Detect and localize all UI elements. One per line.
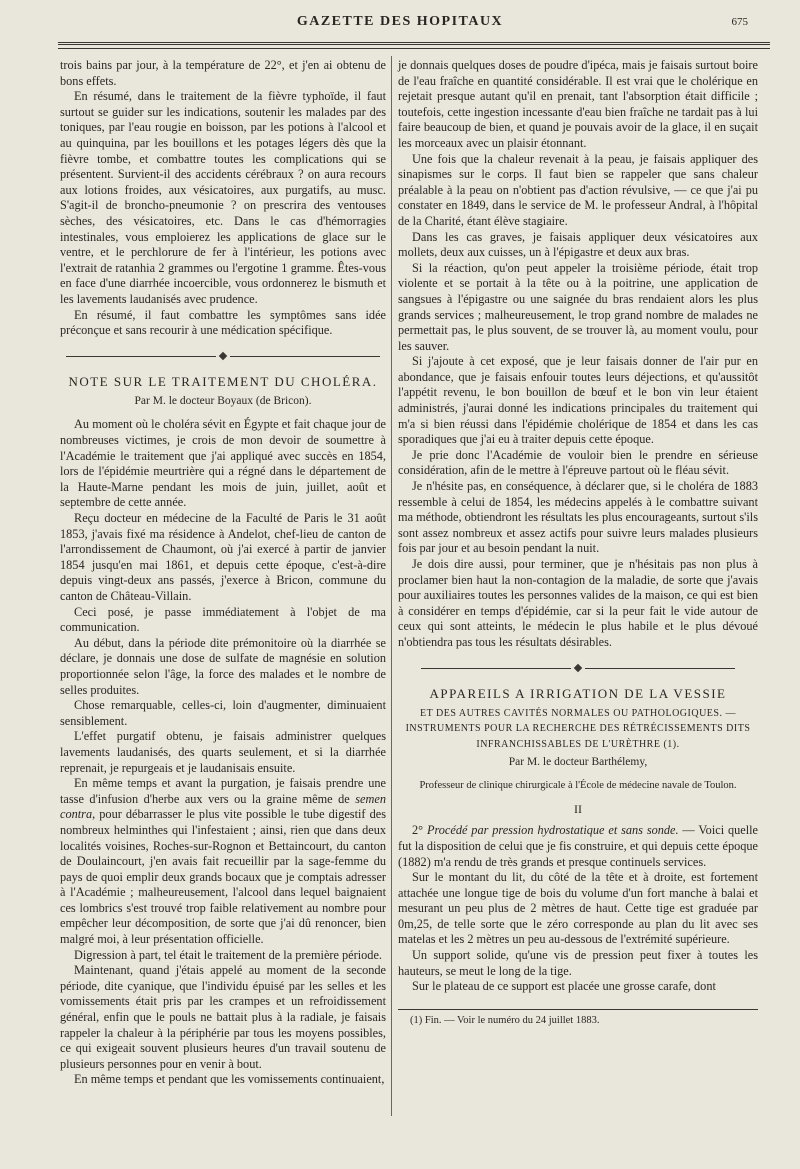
paragraph: Un support solide, qu'une vis de pression peut fixer à toutes les hauteurs, se meut le long de la tige.	[398, 948, 758, 978]
author-affiliation: Professeur de clinique chirurgicale à l'École de médecine navale de Toulon.	[419, 780, 737, 792]
paragraph	[398, 823, 758, 870]
text-run: En même temps et avant la purgation, je faisais prendre une tasse d'infusion d'herbe aux vers ou la graine même de	[60, 776, 386, 806]
paragraph: Ceci posé, je passe immédiatement à l'objet de ma communication.	[60, 604, 386, 635]
left-column	[60, 58, 386, 1088]
article-subtitle: ET DES AUTRES CAVITÉS NORMALES OU PATHOLOGIQUES. — INSTRUMENTS POUR LA RECHERCHE DES RÉTRÉCISSEMENTS DITS INFRANCHISSABLES DE L'URÈTHRE (1).	[405, 707, 751, 750]
paragraph: En résumé, il faut combattre les symptômes sans idée préconçue et sans recourir à une médication spécifique.	[60, 307, 386, 338]
italic-term: semen contra	[60, 791, 386, 822]
article-title: APPAREILS A IRRIGATION DE LA VESSIE	[429, 686, 727, 702]
paragraph: Chose remarquable, celles-ci, loin d'augmenter, diminuaient sensiblement.	[60, 698, 386, 728]
paragraph: L'effet purgatif obtenu, je faisais administrer quelques lavements laudanisés, des quarts seulement, et si la diarrhée reprenait, je repurgeais et je laudanisais ensuite.	[60, 729, 386, 775]
paragraph: Sur le montant du lit, du côté de la tête et à droite, est fortement attachée une longue tige de bois du volume d'un fort manche à balai et mesurant un peu plus de 2 mètres de haut. Cette tige est graduée par 0m,25, de telle sorte que le zéro corresponde au plan du lit avec ses matelas et les 2 mètres un peu au-dessous de l'extrémité supérieure.	[398, 870, 758, 947]
footnote-rule	[398, 1009, 758, 1010]
paragraph: Je n'hésite pas, en conséquence, à déclarer que, si le choléra de 1883 ressemble à celui de 1854, les médecins appelés à le combattre suivant ma méthode, obtiendront les résultats les plus encourageants, surtout s'ils sont assez nombreux et assez actifs pour suivre leurs malades plusieurs fois par jour et au besoin pendant la nuit.	[398, 479, 758, 556]
text-run: 2°	[412, 823, 427, 838]
header-rule	[58, 42, 770, 45]
paragraph: Sur le plateau de ce support est placée une grosse carafe, dont	[412, 979, 716, 994]
paragraph: Digression à part, tel était le traitement de la première période.	[74, 947, 382, 962]
italic-heading: Procédé par pression hydrostatique et sans sonde.	[426, 823, 679, 838]
column-divider	[391, 56, 392, 1116]
paragraph: je donnais quelques doses de poudre d'ipéca, mais je faisais surtout boire de l'eau fraîche en quantité considérable. Il est vrai que le cholérique en rejetait presque autant qu'il en prenait, tant l'absorption était difficile ; toutefois, cette ingestion incessante d'eau bien fraîche ne tardait pas à lui faire beaucoup de bien, et quand je pouvais avoir de la glace, il en suçait les morceaux avec un plaisir étonnant.	[398, 58, 758, 150]
paragraph: Dans les cas graves, je faisais appliquer deux vésicatoires aux mollets, deux aux cuisses, un à l'épigastre et deux aux bras.	[398, 229, 758, 260]
paragraph: Maintenant, quand j'étais appelé au moment de la seconde période, dite cyanique, que l'individu épuisé par les selles et les vomissements était pris par les crampes et un refroidissement général, enfin que le pouls ne battait plus à la radiale, je faisais rappeler la chaleur à la périphérie par tous les moyens possibles, ce qui exigeait souvent plusieurs heures d'un travail soutenu de plusieurs personnes pour en venir à bout.	[60, 963, 386, 1071]
article-byline: Par M. le docteur Barthélemy,	[508, 755, 648, 768]
paragraph: Au début, dans la période dite prémonitoire où la diarrhée se déclare, je donnais une dose de sulfate de magnésie en solution proportionnée selon l'âge, la force des malades et le nombre de selles produites.	[60, 635, 386, 697]
paragraph: Une fois que la chaleur revenait à la peau, je faisais appliquer des sinapismes sur le corps. Il faut bien se rappeler que sans chaleur préalable à la peau on n'obtient pas d'action révulsive, — ce que j'ai pu constater en 1849, dans le service de M. le professeur Andral, à l'hôpital de la Charité, étant élève stagiaire.	[398, 151, 758, 228]
paragraph: En résumé, dans le traitement de la fièvre typhoïde, il faut surtout se guider sur les indications, soutenir les malades par des toniques, par l'eau rougie en boisson, par les potions à l'alcool et au quinquina, par les bouillons et les potages légers dès que la fièvre tombe, et combattre toutes les complications qui se présentent. Survient-il des accidents cérébraux ? on aura recours aux lotions froides, aux vésicatoires, aux purgatifs, au musc. S'agit-il de broncho-pneumonie ? on prescrira des ventouses sèches, des vésicatoires, etc. Dans le cas d'hémorragies intestinales, vous emploierez les applications de glace sur le ventre, et le perchlorure de fer à l'intérieur, les potions avec l'extrait de ratanhia 2 grammes ou l'ergotine 1 gramme. Êtes-vous en face d'une diarrhée incoercible, vous ordonnerez le bismuth et les lavements laudanisés avec prudence.	[60, 89, 386, 306]
paragraph: Je prie donc l'Académie de vouloir bien le prendre en sérieuse considération, afin de le mettre à l'épreuve partout où le fléau sévit.	[398, 447, 758, 478]
paragraph: Je dois dire aussi, pour terminer, que je n'hésitais pas non plus à proclamer bien haut la non-contagion de la maladie, de sorte que j'avais pour auxiliaires toutes les personnes valides de la maison, ce qui est bien à considérer en temps d'épidémie, car si la peur fait le vide autour de ceux qui sont atteints, le médecin le plus habile et le plus dévoué n'obtiendra pas tous les résultats désirables.	[398, 557, 758, 649]
paragraph: Si j'ajoute à cet exposé, que je leur faisais donner de l'air pur en abondance, que je faisais enfouir toutes leurs déjections, et qu'aussitôt l'appétit revenu, le bon bouillon de bœuf et le bon vin leur étaient administrés, j'aurai donné les indications principales du traitement qui m'a si bien réussi dans l'épidémie cholérique de 1854 et dans les cas sporadiques que j'ai eu à traiter depuis cette époque.	[398, 354, 758, 447]
footnote: (1) Fin. — Voir le numéro du 24 juillet 1883.	[410, 1014, 600, 1026]
text-run: , pour débarrasser le plus vite possible le tube digestif des nombreux helminthes qui l'infestaient ; ainsi, rien que dans deux localités voisines, Roches-sur-Rognon et Bettaincourt, du canton de Doulaincourt, j'en avais fait recueillir par la sage-femme du pays de quoi emplir deux grands bocaux que je comptais adresser à l'Académie ; malheureusement, l'alcool dans lequel baignaient ces lombrics s'est trouvé trop faible relativement au nombre pour empêcher leur décomposition, de sorte que j'ai dû renoncer, bien malgré moi, à leur présentation officielle.	[60, 807, 386, 947]
page-header	[0, 14, 800, 36]
section-number: II	[574, 801, 582, 816]
paragraph	[60, 776, 386, 948]
header-rule-thin	[58, 48, 770, 49]
paragraph: Au moment où le choléra sévit en Égypte et fait chaque jour de nombreuses victimes, je crois de mon devoir de soumettre à l'Académie le traitement que j'ai appliqué avec succès en 1854, lors de l'épidémie meurtrière qui a régné dans le département de la Haute-Marne pendant les mois de juin, juillet, août et septembre de cette année.	[60, 417, 386, 510]
paragraph: Reçu docteur en médecine de la Faculté de Paris le 31 août 1853, j'avais fixé ma résidence à Andelot, chef-lieu de canton de l'arrondissement de Chaumont, où j'ai exercé à partir de janvier 1854 jusqu'en mai 1861, et depuis cette époque, c'est-à-dire depuis vingt-deux ans passés, j'exerce à Bricon, commune du canton de Château-Villain.	[60, 511, 386, 603]
article-byline: Par M. le docteur Boyaux (de Bricon).	[134, 394, 312, 407]
paragraph: trois bains par jour, à la température de 22°, et j'en ai obtenu de bons effets.	[60, 58, 386, 88]
paragraph: En même temps et pendant que les vomissements continuaient,	[74, 1072, 385, 1087]
text-run: — Voici quelle fut la disposition de celui que je fis construire, et qui depuis cette époque (1882) m'a rendu de très grands et presque continuels services.	[398, 823, 759, 869]
publication-title: GAZETTE DES HOPITAUX	[296, 14, 504, 29]
section-separator	[398, 661, 758, 677]
paragraph: Si la réaction, qu'on peut appeler la troisième période, était trop violente et se portait à la tête ou à la poitrine, une application de sangsues à l'épigastre ou une saignée du bras rendaient alors les plus grands services ; malheureusement, le trop grand nombre de malades ne permettait pas, le plus souvent, de se trouver là, au moment voulu, pour les sauver.	[398, 260, 758, 353]
article-title: NOTE SUR LE TRAITEMENT DU CHOLÉRA.	[68, 374, 378, 390]
section-separator	[60, 349, 386, 365]
right-column	[398, 58, 758, 1028]
page-number: 675	[731, 16, 748, 28]
